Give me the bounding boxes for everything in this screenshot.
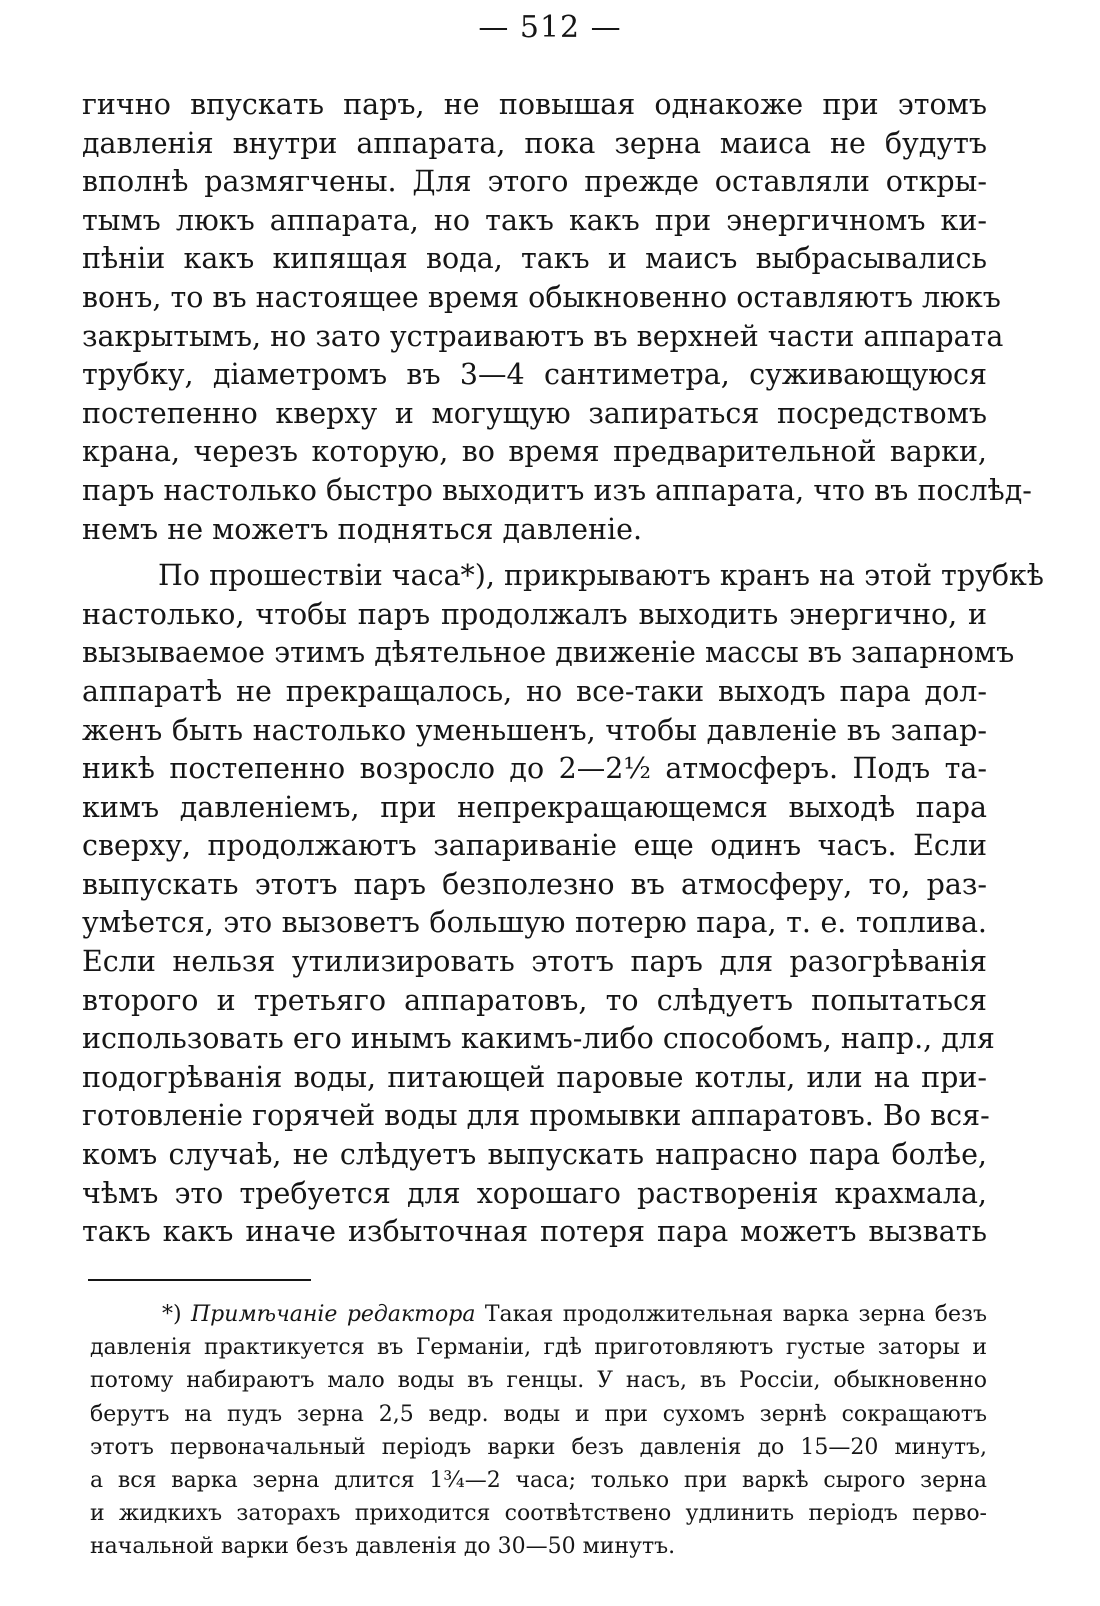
text-line: тымъ люкъ аппарата, но такъ какъ при энергичномъ ки- bbox=[82, 203, 987, 237]
text-line: использовать его инымъ какимъ-либо способомъ, напр., для bbox=[82, 1022, 995, 1056]
footnote-label: Примѣчаніе редактора bbox=[191, 1302, 476, 1327]
text-line: вполнѣ размягчены. Для этого прежде оставляли откры- bbox=[82, 165, 987, 199]
text-line: настолько, чтобы паръ продолжалъ выходить энергично, и bbox=[82, 597, 987, 631]
text-line: немъ не можетъ подняться давленіе. bbox=[82, 512, 643, 546]
paragraph-gap bbox=[82, 549, 987, 557]
text-line: аппаратѣ не прекращалось, но все-таки выходъ пара дол- bbox=[82, 674, 987, 708]
text-line: подогрѣванія воды, питающей паровые котлы, или на при- bbox=[82, 1060, 987, 1094]
footnote-marker: *) bbox=[162, 1302, 182, 1327]
paragraph-2 bbox=[82, 557, 1044, 1252]
footnote-line: потому набираютъ мало воды въ генцы. У насъ, въ Россіи, обыкновенно bbox=[90, 1368, 987, 1394]
footnote-line: берутъ на пудъ зерна 2,5 ведр. воды и при сухомъ зернѣ сокращаютъ bbox=[90, 1401, 987, 1427]
text-line: гично впускать паръ, не повышая однакоже при этомъ bbox=[82, 88, 987, 121]
text-line: комъ случаѣ, не слѣдуетъ выпускать напрасно пара болѣе, bbox=[82, 1138, 987, 1172]
footnote-line: а вся варка зерна длится 1¾—2 часа; только при варкѣ сырого зерна bbox=[90, 1467, 987, 1493]
text-line: никѣ постепенно возросло до 2—2½ атмосферъ. Подъ та- bbox=[82, 752, 987, 786]
main-text bbox=[82, 86, 1044, 1252]
footnote bbox=[90, 1298, 987, 1564]
text-line: чѣмъ это требуется для хорошаго растворенія крахмала, bbox=[82, 1176, 987, 1210]
page-number: — 512 — bbox=[478, 10, 622, 45]
footnote-divider bbox=[88, 1279, 311, 1281]
text-line: постепенно кверху и могущую запираться посредствомъ bbox=[82, 396, 987, 430]
text-line: Если нельзя утилизировать этотъ паръ для разогрѣванія bbox=[82, 945, 987, 979]
text-line: вонъ, то въ настоящее время обыкновенно оставляютъ люкъ bbox=[82, 280, 1001, 314]
text-line: сверху, продолжаютъ запариваніе еще одинъ часъ. Если bbox=[82, 829, 987, 863]
text-line: пѣніи какъ кипящая вода, такъ и маисъ выбрасывались bbox=[82, 242, 987, 276]
text-line: кимъ давленіемъ, при непрекращающемся выходѣ пара bbox=[82, 790, 987, 824]
text-line: трубку, діаметромъ въ 3—4 сантиметра, суживающуюся bbox=[82, 358, 987, 392]
text-line: давленія внутри аппарата, пока зерна маиса не будутъ bbox=[82, 126, 987, 160]
text-line: закрытымъ, но зато устраиваютъ въ верхней части аппарата bbox=[82, 319, 1004, 353]
paragraph-1 bbox=[82, 86, 1032, 549]
footnote-line: и жидкихъ заторахъ приходится соотвѣтствено удлинить періодъ перво- bbox=[90, 1501, 987, 1527]
footnote-line bbox=[90, 1298, 987, 1331]
text-line: По прошествіи часа*), прикрываютъ кранъ на этой трубкѣ bbox=[158, 559, 1044, 593]
text-line: вызываемое этимъ дѣятельное движеніе массы въ запарномъ bbox=[82, 636, 1015, 670]
footnote-line: этотъ первоначальный періодъ варки безъ давленія до 15—20 минутъ, bbox=[90, 1434, 987, 1460]
text-line: такъ какъ иначе избыточная потеря пара можетъ вызвать bbox=[82, 1215, 987, 1249]
text-line: умѣется, это вызоветъ большую потерю пара, т. е. топлива. bbox=[82, 906, 987, 940]
text-line: крана, черезъ которую, во время предварительной варки, bbox=[82, 435, 987, 469]
text-line: паръ настолько быстро выходитъ изъ аппарата, что въ послѣд- bbox=[82, 473, 1032, 507]
text-line: женъ быть настолько уменьшенъ, чтобы давленіе въ запар- bbox=[82, 713, 987, 747]
footnote-line: начальной варки безъ давленія до 30—50 минутъ. bbox=[90, 1534, 676, 1560]
text-line: готовленіе горячей воды для промывки аппаратовъ. Во вся- bbox=[82, 1099, 990, 1133]
text-line: выпускать этотъ паръ безполезно въ атмосферу, то, раз- bbox=[82, 867, 987, 901]
text-line: второго и третьяго аппаратовъ, то слѣдуетъ попытаться bbox=[82, 983, 987, 1017]
footnote-text: Такая продолжительная варка зерна безъ bbox=[484, 1302, 988, 1327]
footnote-line: давленія практикуется въ Германіи, гдѣ приготовляютъ густые заторы и bbox=[90, 1335, 987, 1361]
